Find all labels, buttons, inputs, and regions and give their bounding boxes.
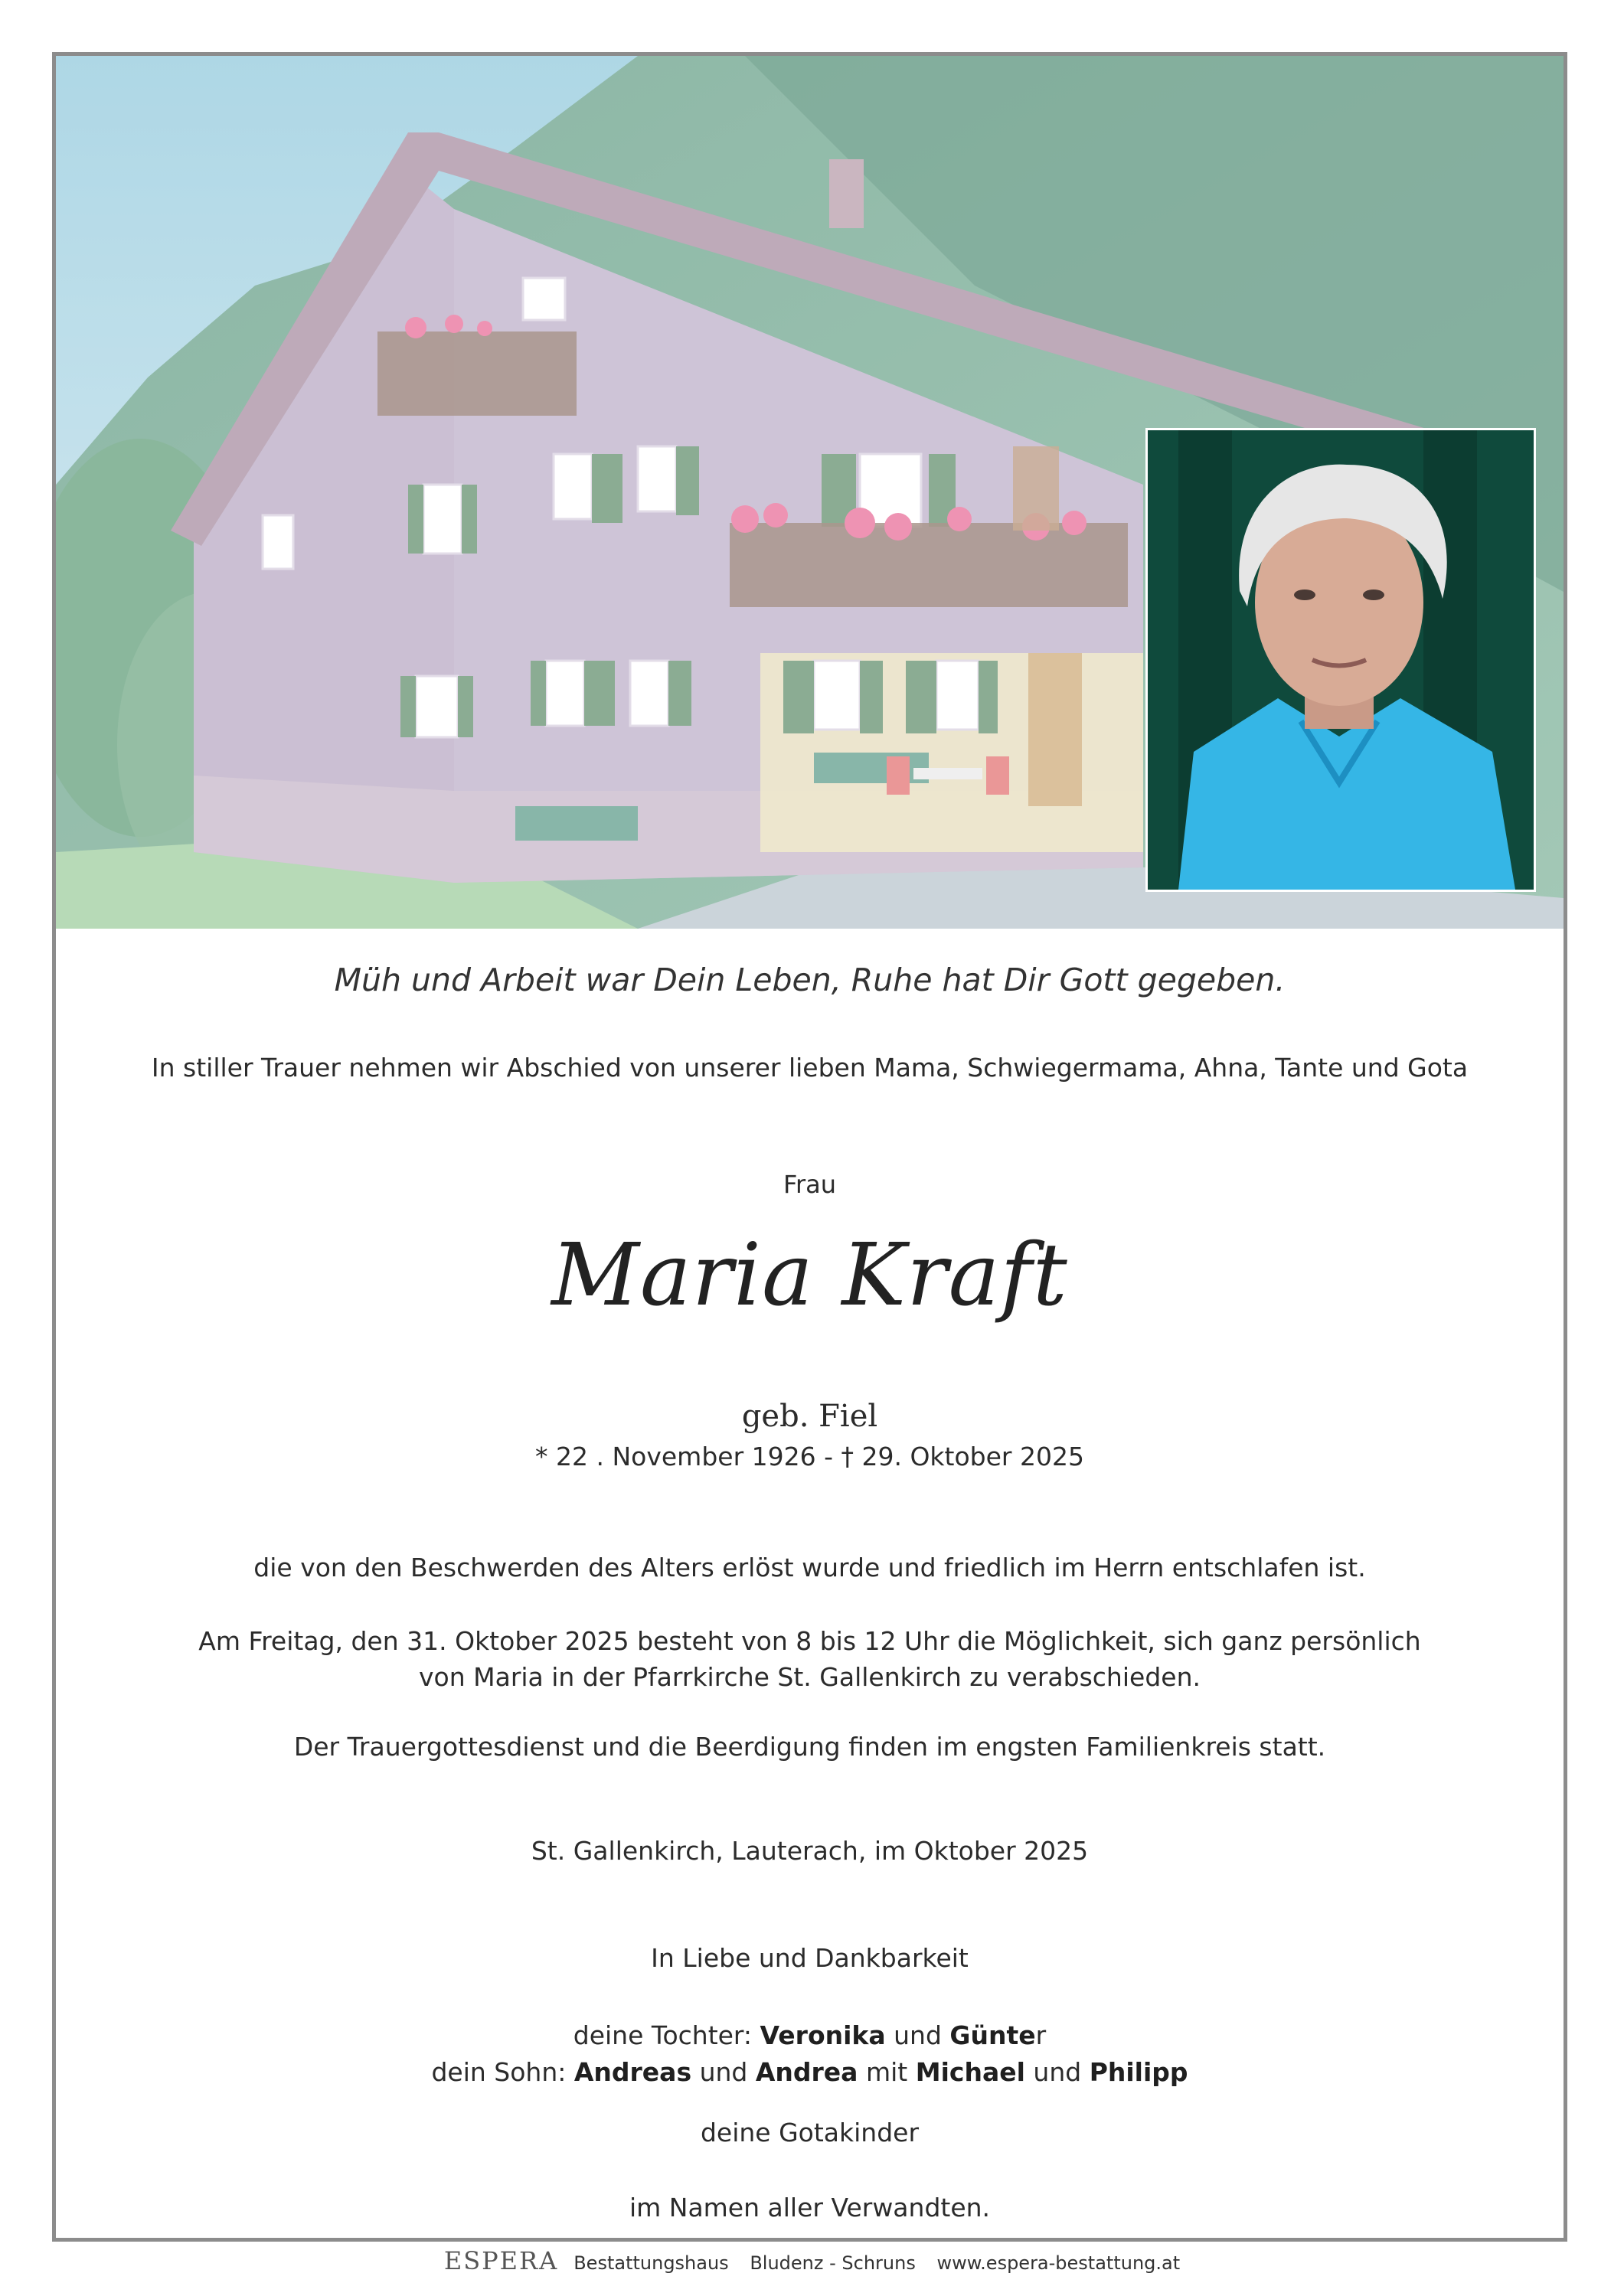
family-line-son [56, 2054, 1564, 2091]
and-word: und [699, 2057, 748, 2087]
son-in-law-name-rest: r [1035, 2020, 1047, 2050]
and-word: und [1033, 2057, 1082, 2087]
footer [0, 2246, 1624, 2275]
and-word: und [894, 2020, 942, 2050]
portrait-photo [1145, 428, 1536, 892]
daughter-name: Veronika [760, 2020, 886, 2050]
grandchild-name: Michael [915, 2057, 1025, 2087]
life-dates: * 22 . November 1926 - † 29. Oktober 2025 [535, 1442, 1084, 1471]
son-name: Andreas [573, 2057, 692, 2087]
relatives-line: im Namen aller Verwandten. [629, 2193, 991, 2223]
motto: Müh und Arbeit war Dein Leben, Ruhe hat Dir Gott gegeben. [334, 962, 1286, 998]
footer-brand: ESPERA [443, 2246, 559, 2275]
daughter-prefix: deine Tochter: [573, 2020, 753, 2050]
farewell-line-1: Am Freitag, den 31. Oktober 2025 besteht von 8 bis 12 Uhr die Möglichkeit, sich ganz persönlich [198, 1626, 1421, 1656]
godchildren: deine Gotakinder [700, 2118, 920, 2147]
maiden-name: geb. Fiel [741, 1399, 878, 1434]
salutation: Frau [783, 1170, 837, 1199]
card-frame [52, 52, 1567, 2242]
family-line-daughter [56, 2017, 1564, 2054]
paragraph-service: Der Trauergottesdienst und die Beerdigung finden im engsten Familienkreis statt. [293, 1732, 1326, 1762]
paragraph-passing: die von den Beschwerden des Alters erlöst wurde und friedlich im Herrn entschlafen ist. [253, 1553, 1366, 1582]
deceased-name: Maria Kraft [551, 1226, 1068, 1325]
place-date: St. Gallenkirch, Lauterach, im Oktober 2025 [531, 1836, 1089, 1866]
footer-company: Bestattungshaus [573, 2252, 729, 2274]
closing-line: In Liebe und Dankbarkeit [651, 1943, 969, 1973]
son-prefix: dein Sohn: [431, 2057, 567, 2087]
farewell-line-2: von Maria in der Pfarrkirche St. Gallenkirch zu verabschieden. [419, 1662, 1201, 1692]
daughter-in-law-name: Andrea [755, 2057, 858, 2087]
paragraph-farewell [56, 1623, 1564, 1695]
grandchild-name: Philipp [1089, 2057, 1188, 2087]
family-list [56, 2017, 1564, 2091]
son-in-law-name: Günte [949, 2020, 1036, 2050]
footer-website[interactable]: www.espera-bestattung.at [936, 2252, 1181, 2274]
footer-locations: Bludenz - Schruns [750, 2252, 916, 2274]
intro-text: In stiller Trauer nehmen wir Abschied von unserer lieben Mama, Schwiegermama, Ahna, Tante und Gota [151, 1053, 1469, 1083]
with-word: mit [865, 2057, 908, 2087]
